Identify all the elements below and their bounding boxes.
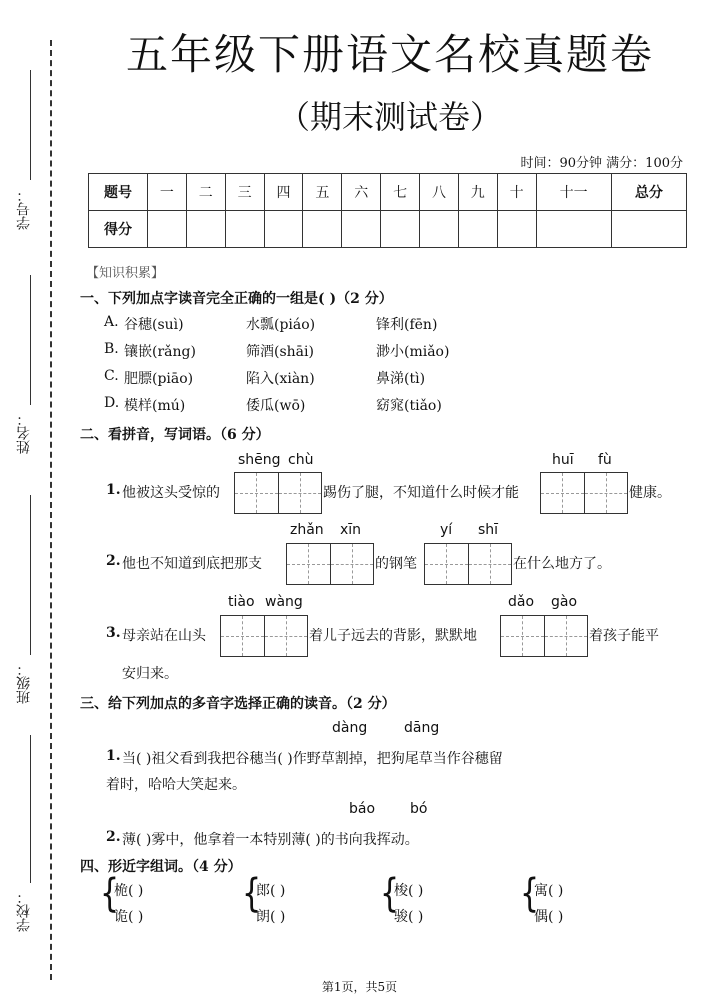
sentence-number: 1. — [106, 748, 121, 764]
pinyin: yí — [440, 522, 453, 538]
sentence-text: 健康。 — [629, 485, 671, 501]
table-cell: 五 — [303, 174, 342, 211]
sentence-text: 安归来。 — [122, 666, 178, 682]
page-title: 五年级下册语文名校真题卷 — [125, 30, 654, 79]
pinyin: chù — [288, 452, 314, 468]
table-cell: 七 — [381, 174, 420, 211]
score-cell[interactable] — [186, 211, 225, 248]
sentence-number: 2. — [106, 829, 121, 845]
pinyin: zhǎn — [290, 522, 324, 538]
pinyin: dàng — [332, 720, 368, 736]
name-line — [30, 275, 31, 405]
score-cell[interactable] — [420, 211, 459, 248]
sentence-text: 他也不知道到底把那支 — [122, 556, 262, 572]
answer-box[interactable] — [540, 472, 628, 514]
table-cell: 十一 — [536, 174, 611, 211]
score-table-header-row — [89, 174, 687, 211]
table-cell: 三 — [225, 174, 264, 211]
option-d-word-3: 窈窕(tiǎo) — [376, 398, 442, 414]
score-cell[interactable] — [264, 211, 303, 248]
sentence-text: 着时，哈哈大笑起来。 — [106, 777, 246, 793]
score-cell[interactable] — [303, 211, 342, 248]
answer-box[interactable] — [500, 615, 588, 657]
pinyin: dǎo — [508, 594, 535, 610]
school-label: 学校： — [16, 890, 32, 932]
table-cell: 十 — [497, 174, 536, 211]
option-d-word-1: 模样(mú) — [124, 398, 186, 414]
score-table-score-row — [89, 211, 687, 248]
brace-icon: { — [520, 871, 540, 918]
option-c-word-1: 肥膘(piāo) — [124, 371, 194, 387]
pinyin: shī — [478, 522, 499, 538]
answer-box[interactable] — [424, 543, 512, 585]
word-pair-bottom: 朗( ) — [256, 909, 286, 925]
score-cell[interactable] — [148, 211, 187, 248]
score-cell[interactable] — [536, 211, 611, 248]
sentence-text: 着儿子远去的背影，默默地 — [309, 628, 477, 644]
pinyin: bó — [410, 801, 428, 817]
word-pair-top: 郎( ) — [256, 883, 286, 899]
pinyin: shēng — [238, 452, 281, 468]
pinyin: fù — [598, 452, 612, 468]
word-pair-bottom: 骏( ) — [394, 909, 424, 925]
pinyin: báo — [349, 801, 376, 817]
pinyin: tiào — [228, 594, 255, 610]
option-d-label: D. — [104, 395, 120, 411]
option-c-label: C. — [104, 368, 119, 384]
time-info: 时间：90分钟 满分：100分 — [520, 156, 683, 171]
word-pair-bottom: 诡( ) — [114, 909, 144, 925]
name-label: 姓名： — [16, 412, 32, 454]
sentence-text: 薄( )雾中，他拿着一本特别薄( )的书向我挥动。 — [122, 832, 419, 848]
page-footer: 第1页，共5页 — [321, 980, 398, 994]
sentence-number: 2. — [106, 553, 121, 569]
table-cell: 九 — [458, 174, 497, 211]
option-c-word-3: 鼻涕(tì) — [376, 371, 426, 387]
score-cell[interactable] — [225, 211, 264, 248]
sentence-number: 3. — [106, 625, 121, 641]
brace-icon: { — [380, 871, 400, 918]
table-cell: 题号 — [89, 174, 148, 211]
score-cell[interactable] — [497, 211, 536, 248]
question-1-title: 一、下列加点字读音完全正确的一组是( )（2 分） — [80, 291, 393, 307]
table-cell: 六 — [342, 174, 381, 211]
school-line — [30, 735, 31, 883]
answer-box[interactable] — [234, 472, 322, 514]
sentence-text: 的钢笔 — [375, 556, 417, 572]
table-cell: 八 — [420, 174, 459, 211]
option-a-word-2: 水瓢(piáo) — [246, 317, 316, 333]
sentence-text: 母亲站在山头 — [122, 628, 206, 644]
pinyin: dāng — [404, 720, 440, 736]
pinyin: xīn — [340, 522, 362, 538]
answer-box[interactable] — [286, 543, 374, 585]
question-3-title: 三、给下列加点的多音字选择正确的读音。（2 分） — [80, 696, 396, 712]
option-d-word-2: 倭瓜(wō) — [246, 398, 306, 414]
option-b-word-3: 渺小(miǎo) — [376, 344, 450, 360]
table-cell: 一 — [148, 174, 187, 211]
word-pair-bottom: 偶( ) — [534, 909, 564, 925]
word-pair-top: 寓( ) — [534, 883, 564, 899]
option-a-word-1: 谷穗(suì) — [124, 317, 184, 333]
score-cell[interactable] — [611, 211, 686, 248]
sentence-text: 他被这头受惊的 — [122, 485, 220, 501]
score-table — [88, 173, 687, 248]
sentence-text: 在什么地方了。 — [513, 556, 611, 572]
sentence-text: 当( )祖父看到我把谷穗当( )作野草割掉，把狗尾草当作谷穗留 — [122, 751, 503, 767]
class-line — [30, 495, 31, 655]
brace-icon: { — [242, 871, 262, 918]
pinyin: gào — [551, 594, 578, 610]
question-2-title: 二、看拼音，写词语。（6 分） — [80, 427, 270, 443]
score-cell[interactable] — [458, 211, 497, 248]
table-cell: 得分 — [89, 211, 148, 248]
score-cell[interactable] — [381, 211, 420, 248]
brace-icon: { — [100, 871, 120, 918]
table-cell: 二 — [186, 174, 225, 211]
answer-box[interactable] — [220, 615, 308, 657]
page-subtitle: （期末测试卷） — [277, 98, 502, 136]
score-cell[interactable] — [342, 211, 381, 248]
option-c-word-2: 陷入(xiàn) — [246, 371, 315, 387]
sentence-number: 1. — [106, 482, 121, 498]
pinyin: huī — [552, 452, 574, 468]
question-4-title: 四、形近字组词。（4 分） — [80, 859, 242, 875]
student-id-label: 学号： — [16, 188, 32, 230]
sentence-text: 着孩子能平 — [589, 628, 659, 644]
section-tag: 【知识积累】 — [86, 266, 165, 281]
class-label: 班级： — [16, 662, 32, 704]
table-cell: 总分 — [611, 174, 686, 211]
student-id-line — [30, 70, 31, 180]
option-b-label: B. — [104, 341, 119, 357]
word-pair-top: 梭( ) — [394, 883, 424, 899]
sentence-text: 踢伤了腿，不知道什么时候才能 — [323, 485, 519, 501]
option-a-word-3: 锋利(fēn) — [376, 317, 438, 333]
table-cell: 四 — [264, 174, 303, 211]
binding-dashed-line — [50, 40, 52, 980]
word-pair-top: 桅( ) — [114, 883, 144, 899]
pinyin: wàng — [265, 594, 303, 610]
option-a-label: A. — [104, 314, 119, 330]
option-b-word-2: 筛酒(shāi) — [246, 344, 314, 360]
option-b-word-1: 镶嵌(rǎng) — [124, 344, 196, 360]
